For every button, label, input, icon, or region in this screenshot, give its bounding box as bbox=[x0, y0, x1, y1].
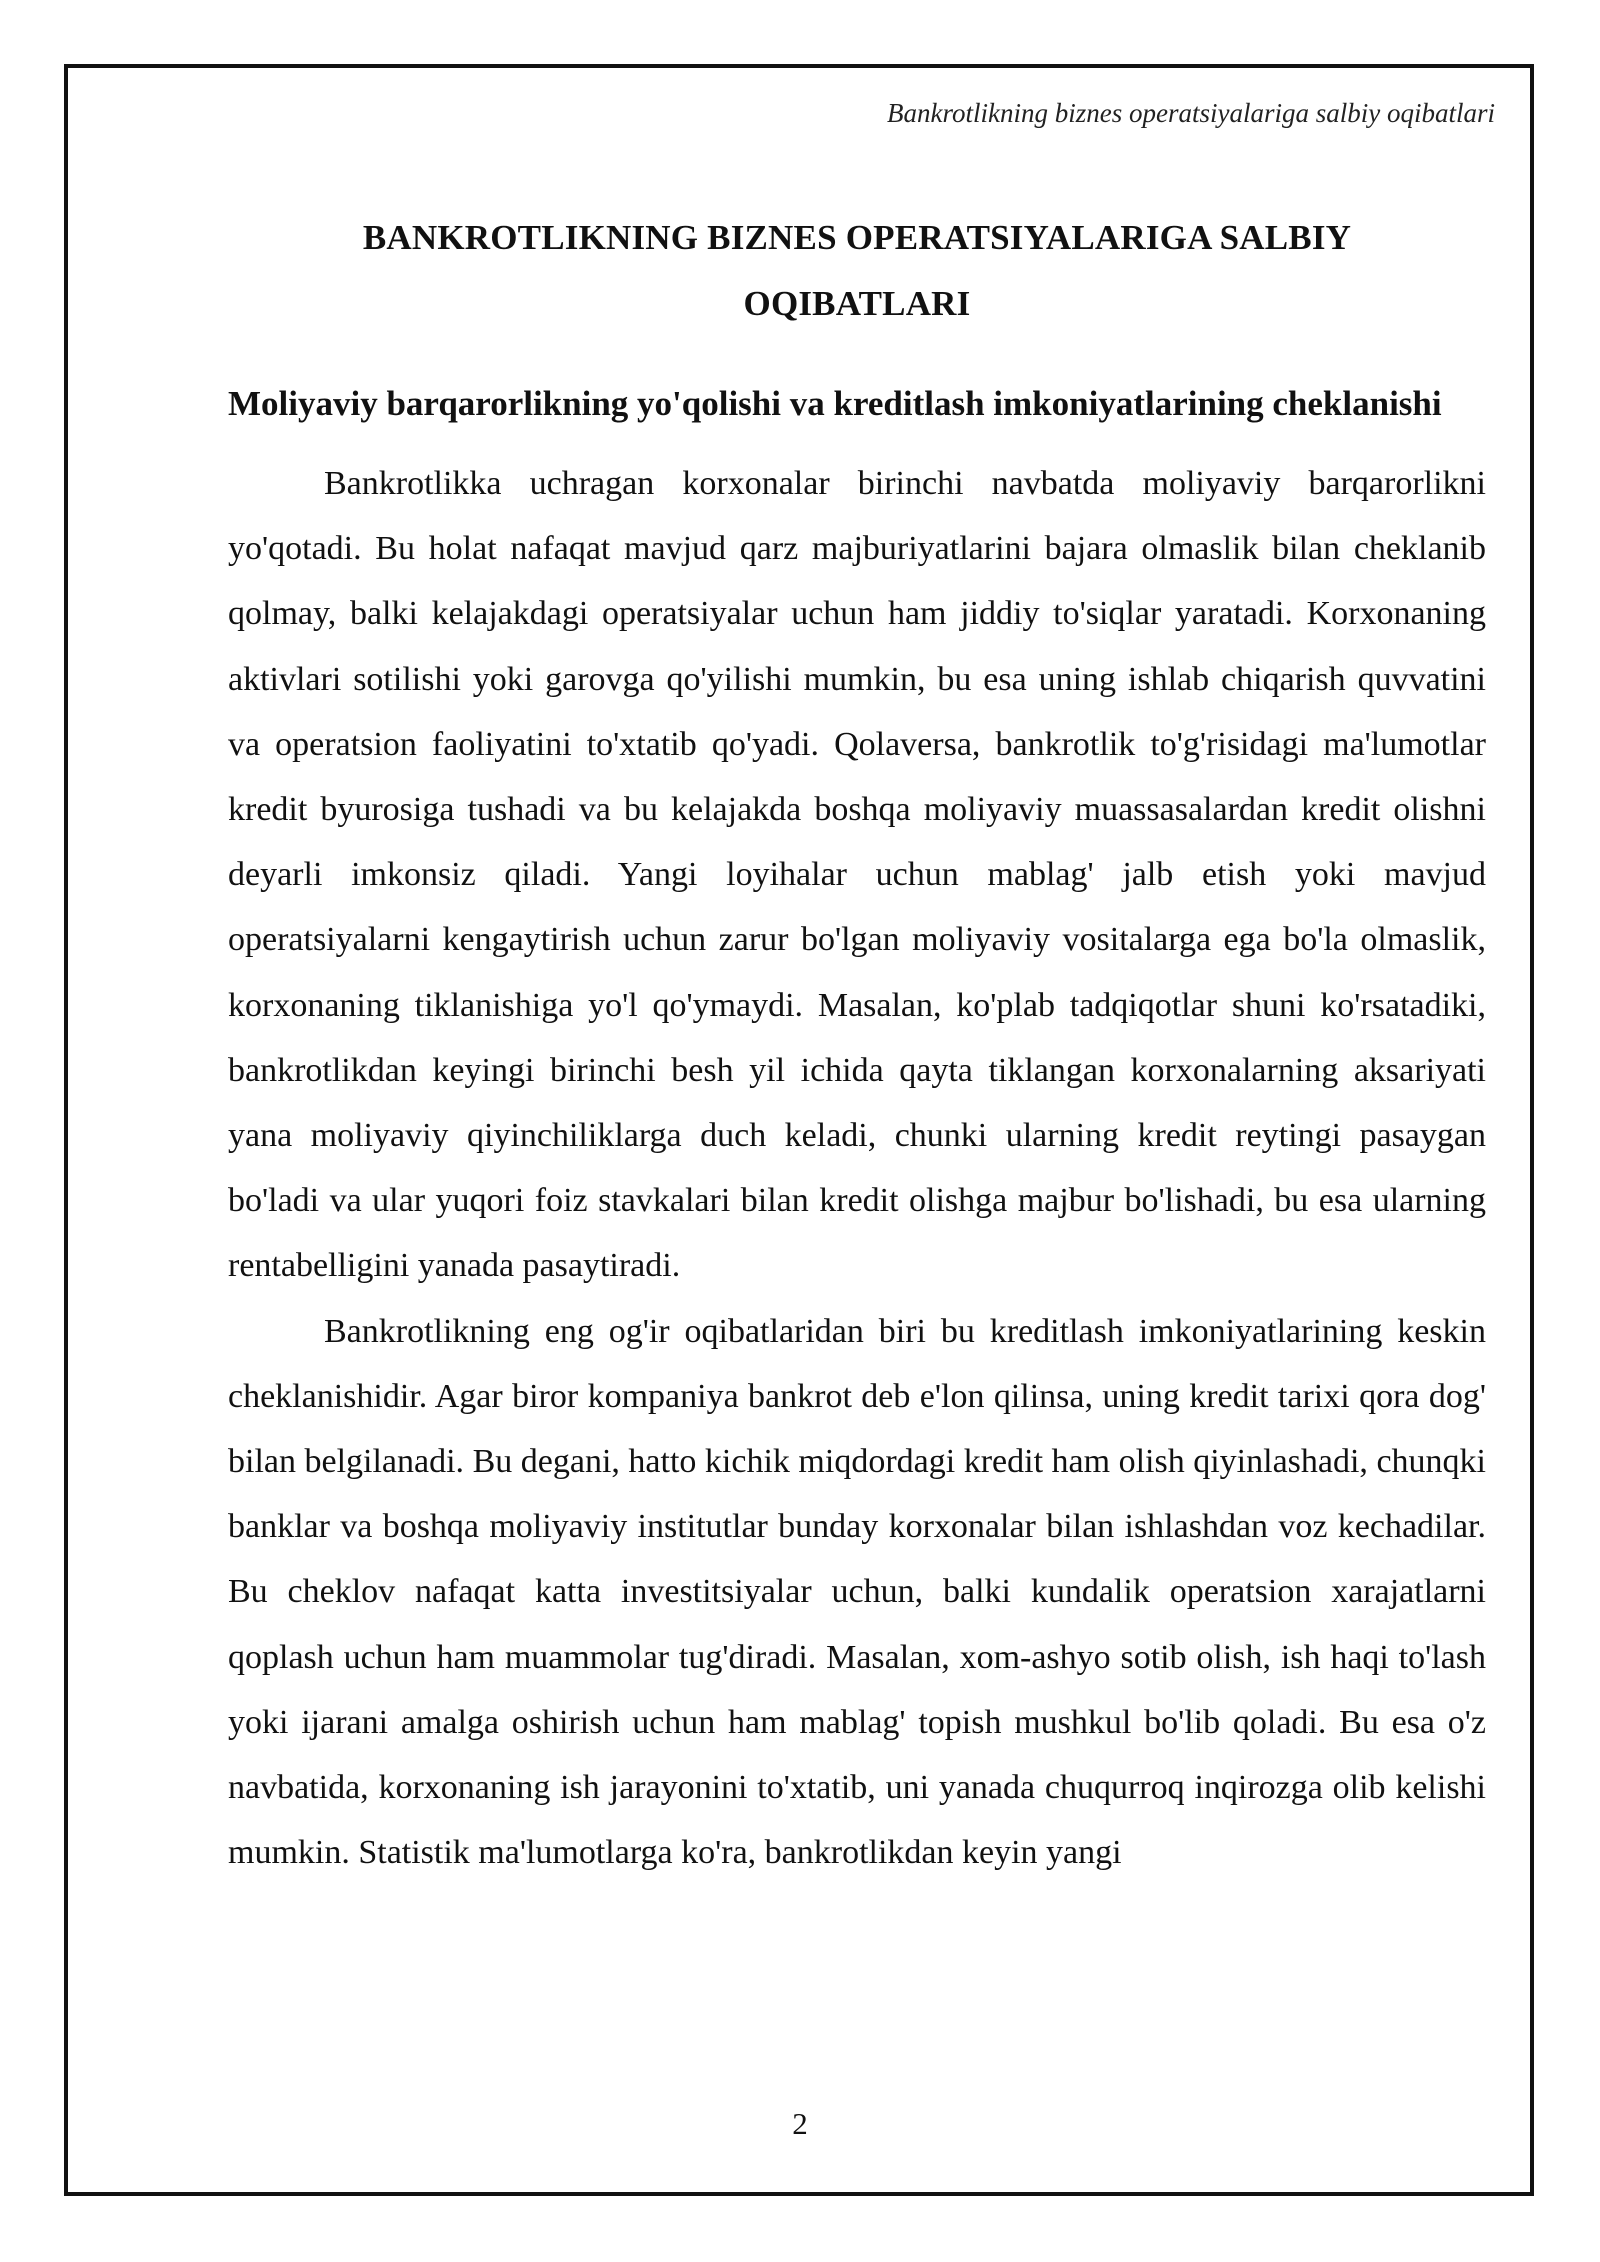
document-title-line-1: BANKROTLIKNING BIZNES OPERATSIYALARIGA SALBIY bbox=[362, 218, 1352, 257]
page-content bbox=[228, 205, 1486, 1885]
body-paragraph-2: Bankrotlikning eng og'ir oqibatlaridan biri bu kreditlash imkoniyatlarining keskin cheklanishidir. Agar biror kompaniya bankrot deb e'lon qilinsa, uning kredit tarixi qora dog' bilan belgilanadi. Bu degani, hatto kichik miqdordagi kredit ham olish qiyinlashadi, chunqki banklar va boshqa moliyaviy institutlar bunday korxonalar bilan ishlashdan voz kechadilar. Bu cheklov nafaqat katta investitsiyalar uchun, balki kundalik operatsion xarajatlarni qoplash uchun ham muammolar tug'diradi. Masalan, xom-ashyo sotib olish, ish haqi to'lash yoki ijarani amalga oshirish uchun ham mablag' topish mushkul bo'lib qoladi. Bu esa o'z navbatida, korxonaning ish jarayonini to'xtatib, uni yanada chuqurroq inqirozga olib kelishi mumkin. Statistik ma'lumotlarga ko'ra, bankrotlikdan keyin yangi bbox=[228, 1312, 1486, 1872]
section-heading: Moliyaviy barqarorlikning yo'qolishi va kreditlash imkoniyatlarining cheklanishi bbox=[228, 384, 1442, 423]
document-title bbox=[228, 205, 1486, 337]
running-header: Bankrotlikning biznes operatsiyalariga salbiy oqibatlari bbox=[887, 98, 1495, 128]
body-paragraph-1: Bankrotlikka uchragan korxonalar birinchi navbatda moliyaviy barqarorlikni yo'qotadi. Bu holat nafaqat mavjud qarz majburiyatlarini bajara olmaslik bilan cheklanib qolmay, balki kelajakdagi operatsiyalar uchun ham jiddiy to'siqlar yaratadi. Korxonaning aktivlari sotilishi yoki garovga qo'yilishi mumkin, bu esa uning ishlab chiqarish quvvatini va operatsion faoliyatini to'xtatib qo'yadi. Qolaversa, bankrotlik to'g'risidagi ma'lumotlar kredit byurosiga tushadi va bu kelajakda boshqa moliyaviy muassasalardan kredit olishni deyarli imkonsiz qiladi. Yangi loyihalar uchun mablag' jalb etish yoki mavjud operatsiyalarni kengaytirish uchun zarur bo'lgan moliyaviy vositalarga ega bo'la olmaslik, korxonaning tiklanishiga yo'l qo'ymaydi. Masalan, ko'plab tadqiqotlar shuni ko'rsatadiki, bankrotlikdan keyingi birinchi besh yil ichida qayta tiklangan korxonalarning aksariyati yana moliyaviy qiyinchiliklarga duch keladi, chunki ularning kredit reytingi pasaygan bo'ladi va ular yuqori foiz stavkalari bilan kredit olishga majbur bo'lishadi, bu esa ularning rentabelligini yanada pasaytiradi. bbox=[228, 465, 1486, 1285]
document-title-line-2: OQIBATLARI bbox=[743, 284, 971, 323]
page-number: 2 bbox=[792, 2106, 808, 2141]
